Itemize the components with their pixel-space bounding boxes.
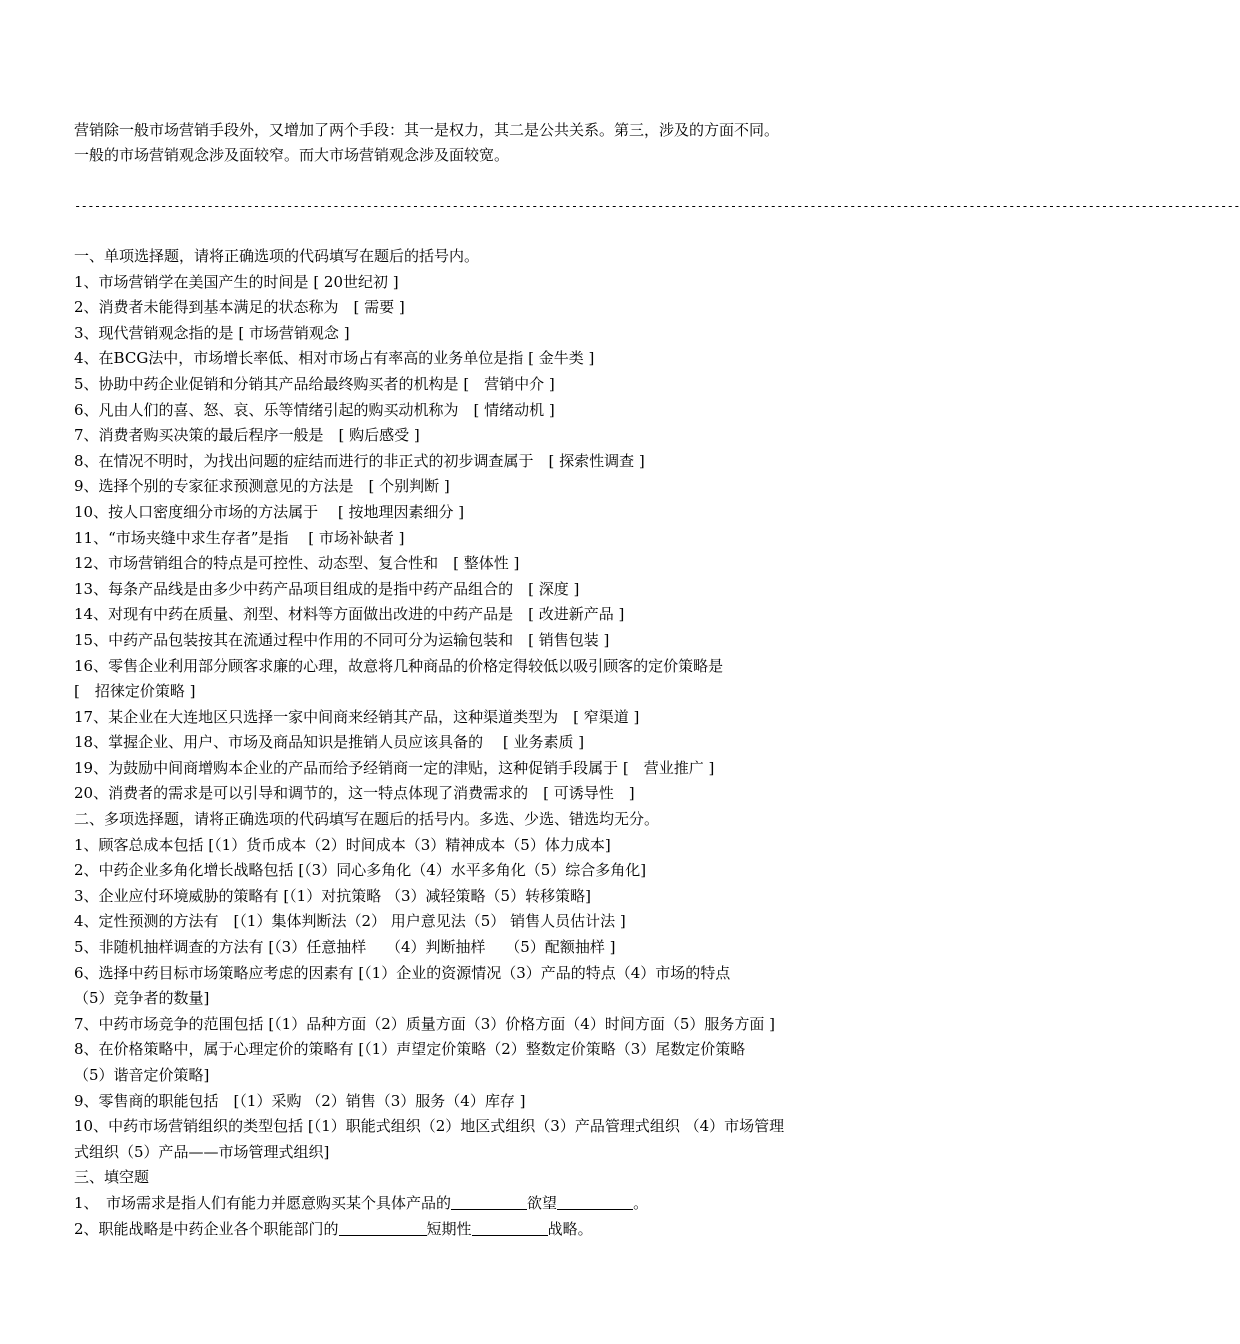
- single-choice-item: 4、在BCG法中，市场增长率低、相对市场占有率高的业务单位是指 [ 金牛类 ]: [74, 349, 595, 368]
- q2-suffix: 战略。: [547, 1219, 593, 1238]
- intro-line-1: 营销除一般市场营销手段外，又增加了两个手段：其一是权力，其二是公共关系。第三，涉及的方面不同。: [74, 121, 780, 139]
- single-choice-item: 12、市场营销组合的特点是可控性、动态型、复合性和 [ 整体性 ]: [74, 554, 520, 573]
- q1-prefix: 1、 市场需求是指人们有能力并愿意购买某个具体产品的: [74, 1193, 452, 1212]
- answer-blank[interactable]: [339, 1221, 427, 1236]
- fill-blank-question-2: [74, 1217, 904, 1243]
- multi-choice-item: （5）谐音定价策略]: [74, 1066, 210, 1084]
- multi-choice-item: 8、在价格策略中，属于心理定价的策略有 [（1）声望定价策略（2）整数定价策略（3）尾数定价策略: [74, 1040, 746, 1059]
- q2-mid: 短期性: [426, 1219, 472, 1238]
- single-choice-item: 8、在情况不明时，为找出问题的症结而进行的非正式的初步调查属于 [ 探索性调查 ]: [74, 451, 645, 470]
- single-choice-item: 7、消费者购买决策的最后程序一般是 [ 购后感受 ]: [74, 426, 420, 445]
- single-choice-item: 18、掌握企业、用户、市场及商品知识是推销人员应该具备的 [ 业务素质 ]: [74, 733, 585, 752]
- single-choice-item: [ 招徕定价策略 ]: [74, 682, 196, 701]
- single-choice-item: 9、选择个别的专家征求预测意见的方法是 [ 个别判断 ]: [74, 477, 450, 496]
- single-choice-item: 1、市场营销学在美国产生的时间是 [ 20世纪初 ]: [74, 272, 399, 291]
- single-choice-item: 20、消费者的需求是可以引导和调节的，这一特点体现了消费需求的 [ 可诱导性 ]: [74, 784, 635, 803]
- single-choice-item: 6、凡由人们的喜、怒、哀、乐等情绪引起的购买动机称为 [ 情绪动机 ]: [74, 400, 555, 419]
- single-choice-item: 16、零售企业利用部分顾客求廉的心理，故意将几种商品的价格定得较低以吸引顾客的定价策略是: [74, 656, 724, 675]
- multi-choice-item: 7、中药市场竞争的范围包括 [（1）品种方面（2）质量方面（3）价格方面（4）时间方面（5）服务方面 ]: [74, 1014, 776, 1033]
- single-choice-item: 10、按人口密度细分市场的方法属于 [ 按地理因素细分 ]: [74, 502, 465, 521]
- answer-blank[interactable]: [451, 1195, 527, 1210]
- single-choice-item: 19、为鼓励中间商增购本企业的产品而给予经销商一定的津贴，这种促销手段属于 [ 营业推广 ]: [74, 758, 715, 777]
- single-choice-item: 11、“市场夹缝中求生存者”是指 [ 市场补缺者 ]: [74, 528, 405, 547]
- multi-choice-item: 5、非随机抽样调查的方法有 [（3）任意抽样 （4）判断抽样 （5）配额抽样 ]: [74, 938, 616, 957]
- answer-blank[interactable]: [557, 1195, 633, 1210]
- multi-choice-item: 4、定性预测的方法有 [（1）集体判断法（2） 用户意见法（5） 销售人员估计法 ]: [74, 912, 626, 931]
- q1-mid: 欲望: [527, 1193, 558, 1212]
- multi-choice-item: 9、零售商的职能包括 [（1）采购 （2）销售（3）服务（4）库存 ]: [74, 1091, 526, 1110]
- answer-blank[interactable]: [472, 1221, 548, 1236]
- multi-choice-item: 6、选择中药目标市场策略应考虑的因素有 [（1）企业的资源情况（3）产品的特点（4）市场的特点: [74, 963, 731, 982]
- single-choice-item: 17、某企业在大连地区只选择一家中间商来经销其产品，这种渠道类型为 [ 窄渠道 ]: [74, 707, 640, 726]
- multi-choice-item: （5）竞争者的数量]: [74, 989, 210, 1008]
- dashed-divider: --------------------------------------------------------------------------------------------------------------------------------------------------------------------------------: [74, 199, 1240, 213]
- q2-prefix: 2、职能战略是中药企业各个职能部门的: [74, 1219, 339, 1238]
- multi-choice-item: 1、顾客总成本包括 [（1）货币成本（2）时间成本（3）精神成本（5）体力成本]: [74, 835, 611, 854]
- question-list: [74, 244, 904, 1242]
- multi-choice-item: 2、中药企业多角化增长战略包括 [（3）同心多角化（4）水平多角化（5）综合多角化]: [74, 861, 647, 880]
- multi-choice-item: 3、企业应付环境威胁的策略有 [（1）对抗策略 （3）减轻策略（5）转移策略]: [74, 886, 591, 905]
- q1-suffix: 。: [633, 1193, 649, 1212]
- intro-paragraph: [74, 118, 904, 168]
- intro-line-2: 一般的市场营销观念涉及面较窄。而大市场营销观念涉及面较宽。: [74, 146, 510, 164]
- section-3-heading: 三、填空题: [74, 1168, 150, 1187]
- multi-choice-item: 10、中药市场营销组织的类型包括 [（1）职能式组织（2）地区式组织（3）产品管理式组织 （4）市场管理: [74, 1117, 785, 1136]
- multi-choice-item: 式组织（5）产品——市场管理式组织]: [74, 1142, 330, 1161]
- single-choice-item: 13、每条产品线是由多少中药产品项目组成的是指中药产品组合的 [ 深度 ]: [74, 579, 580, 598]
- section-2-heading: 二、多项选择题，请将正确选项的代码填写在题后的括号内。多选、少选、错选均无分。: [74, 810, 660, 829]
- section-1-heading: 一、单项选择题，请将正确选项的代码填写在题后的括号内。: [74, 247, 480, 265]
- single-choice-item: 5、协助中药企业促销和分销其产品给最终购买者的机构是 [ 营销中介 ]: [74, 374, 555, 393]
- fill-blank-question-1: [74, 1191, 904, 1217]
- section-2-items: [74, 833, 904, 1166]
- single-choice-item: 15、中药产品包装按其在流通过程中作用的不同可分为运输包装和 [ 销售包装 ]: [74, 630, 610, 649]
- section-1-items: [74, 270, 904, 807]
- single-choice-item: 2、消费者未能得到基本满足的状态称为 [ 需要 ]: [74, 298, 405, 317]
- single-choice-item: 3、现代营销观念指的是 [ 市场营销观念 ]: [74, 323, 350, 342]
- single-choice-item: 14、对现有中药在质量、剂型、材料等方面做出改进的中药产品是 [ 改进新产品 ]: [74, 605, 625, 624]
